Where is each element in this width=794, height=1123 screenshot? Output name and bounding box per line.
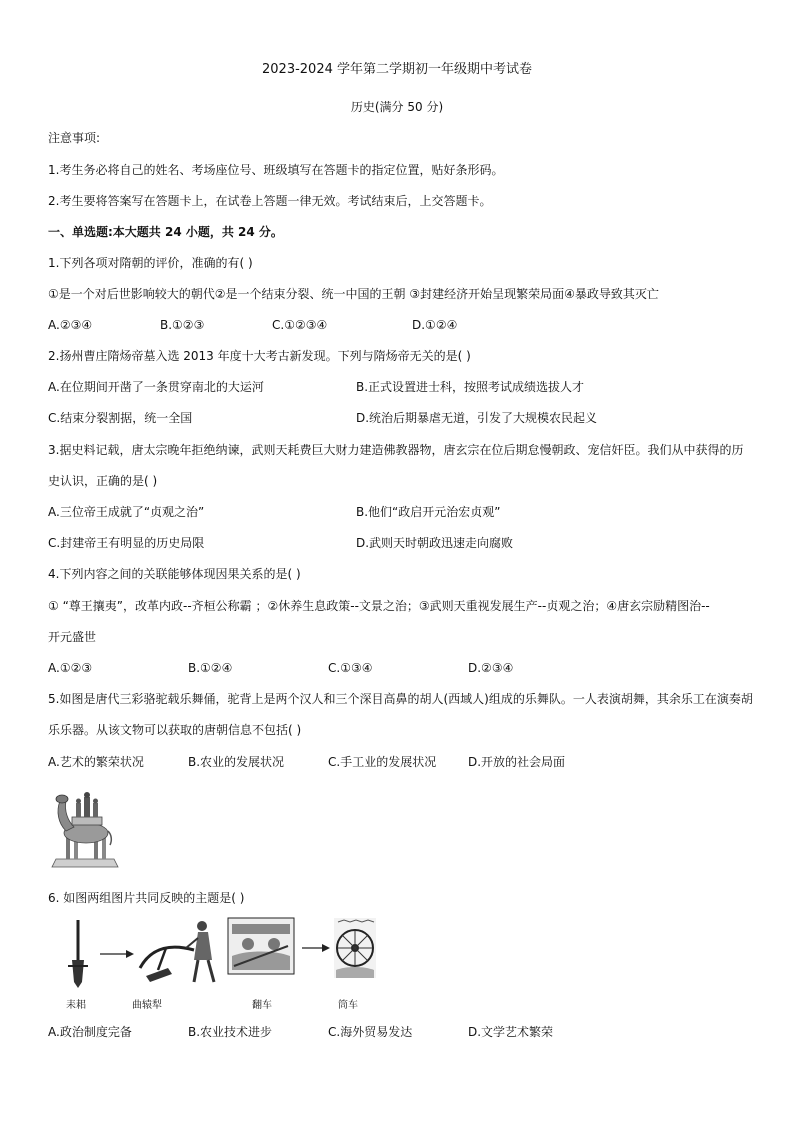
q4-option-d: D.②③④ xyxy=(468,661,514,675)
q6-option-a: A.政治制度完备 xyxy=(48,1025,132,1039)
q5-option-b: B.农业的发展状况 xyxy=(188,755,285,769)
caption-quyuanli: 曲辕犁 xyxy=(132,1000,162,1011)
q6-option-d: D.文学艺术繁荣 xyxy=(468,1025,554,1039)
q1-option-c: C.①②③④ xyxy=(272,318,328,332)
notice-item-1: 1.考生务必将自己的姓名、考场座位号、班级填写在答题卡的指定位置，贴好条形码。 xyxy=(48,163,504,177)
q1-items: ①是一个对后世影响较大的朝代②是一个结束分裂、统一中国的王朝 ③封建经济开始呈现繁荣局面④暴政导致其灭亡 xyxy=(48,287,659,301)
q3-stem-line1: 3.据史料记载，唐太宗晚年拒绝纳谏，武则天耗费巨大财力建造佛教器物，唐玄宗在位后期怠慢朝政、宠信奸臣。我们从中获得的历 xyxy=(48,443,744,457)
q4-option-a: A.①②③ xyxy=(48,661,93,675)
q4-stem: 4.下列内容之间的关联能够体现因果关系的是( ) xyxy=(48,567,301,581)
q6-option-c: C.海外贸易发达 xyxy=(328,1025,413,1039)
q1-option-b: B.①②③ xyxy=(160,318,205,332)
exam-subtitle: 历史(满分 50 分) xyxy=(350,100,444,114)
q2-option-b: B.正式设置进士科，按照考试成绩选拔人才 xyxy=(356,380,585,394)
q5-option-d: D.开放的社会局面 xyxy=(468,755,566,769)
notice-item-2: 2.考生要将答案写在答题卡上，在试卷上答题一律无效。考试结束后，上交答题卡。 xyxy=(48,194,492,208)
exam-title: 2023-2024 学年第二学期初一年级期中考试卷 xyxy=(262,62,532,77)
q4-items-line1: ① “尊王攘夷”，改革内政--齐桓公称霸 ；②休养生息政策--文景之治；③武则天重视发展生产--贞观之治；④唐玄宗励精图治-- xyxy=(48,599,710,613)
q3-option-a: A.三位帝王成就了“贞观之治” xyxy=(48,505,205,519)
caption-fanche: 翻车 xyxy=(252,1000,272,1011)
section-heading: 一、单选题:本大题共 24 小题，共 24 分。 xyxy=(48,225,283,239)
q6-option-b: B.农业技术进步 xyxy=(188,1025,273,1039)
q1-option-d: D.①②④ xyxy=(412,318,458,332)
q3-option-b: B.他们“政启开元治宏贞观” xyxy=(356,505,501,519)
q4-option-b: B.①②④ xyxy=(188,661,233,675)
q4-items-line2: 开元盛世 xyxy=(48,630,97,644)
q5-option-a: A.艺术的繁荣状况 xyxy=(48,755,144,769)
q3-option-c: C.封建帝王有明显的历史局限 xyxy=(48,536,205,550)
q6-stem: 6. 如图两组图片共同反映的主题是( ) xyxy=(48,891,245,905)
caption-tongche: 筒车 xyxy=(338,1000,358,1011)
q2-option-a: A.在位期间开凿了一条贯穿南北的大运河 xyxy=(48,380,264,394)
q5-option-c: C.手工业的发展状况 xyxy=(328,755,437,769)
q2-option-d: D.统治后期暴虐无道，引发了大规模农民起义 xyxy=(356,411,598,425)
q3-stem-line2: 史认识，正确的是( ) xyxy=(48,474,158,488)
q5-stem-line2: 乐乐器。从该文物可以获取的唐朝信息不包括( ) xyxy=(48,723,302,737)
q1-stem: 1.下列各项对隋朝的评价，准确的有( ) xyxy=(48,256,253,270)
notice-heading: 注意事项: xyxy=(48,131,101,145)
q5-stem-line1: 5.如图是唐代三彩骆驼载乐舞俑，驼背上是两个汉人和三个深目高鼻的胡人(西域人)组成的乐舞队。一人表演胡舞，其余乐工在演奏胡 xyxy=(48,692,753,706)
q1-option-a: A.②③④ xyxy=(48,318,93,332)
q2-option-c: C.结束分裂割据，统一全国 xyxy=(48,411,193,425)
q3-option-d: D.武则天时朝政迅速走向腐败 xyxy=(356,536,514,550)
q4-option-c: C.①③④ xyxy=(328,661,373,675)
farming-tools-image xyxy=(48,916,378,990)
camel-figurine-image xyxy=(48,785,124,871)
q2-stem: 2.扬州曹庄隋炀帝墓入选 2013 年度十大考古新发现。下列与隋炀帝无关的是( ) xyxy=(48,349,471,363)
caption-leisi: 耒耜 xyxy=(66,1000,86,1011)
